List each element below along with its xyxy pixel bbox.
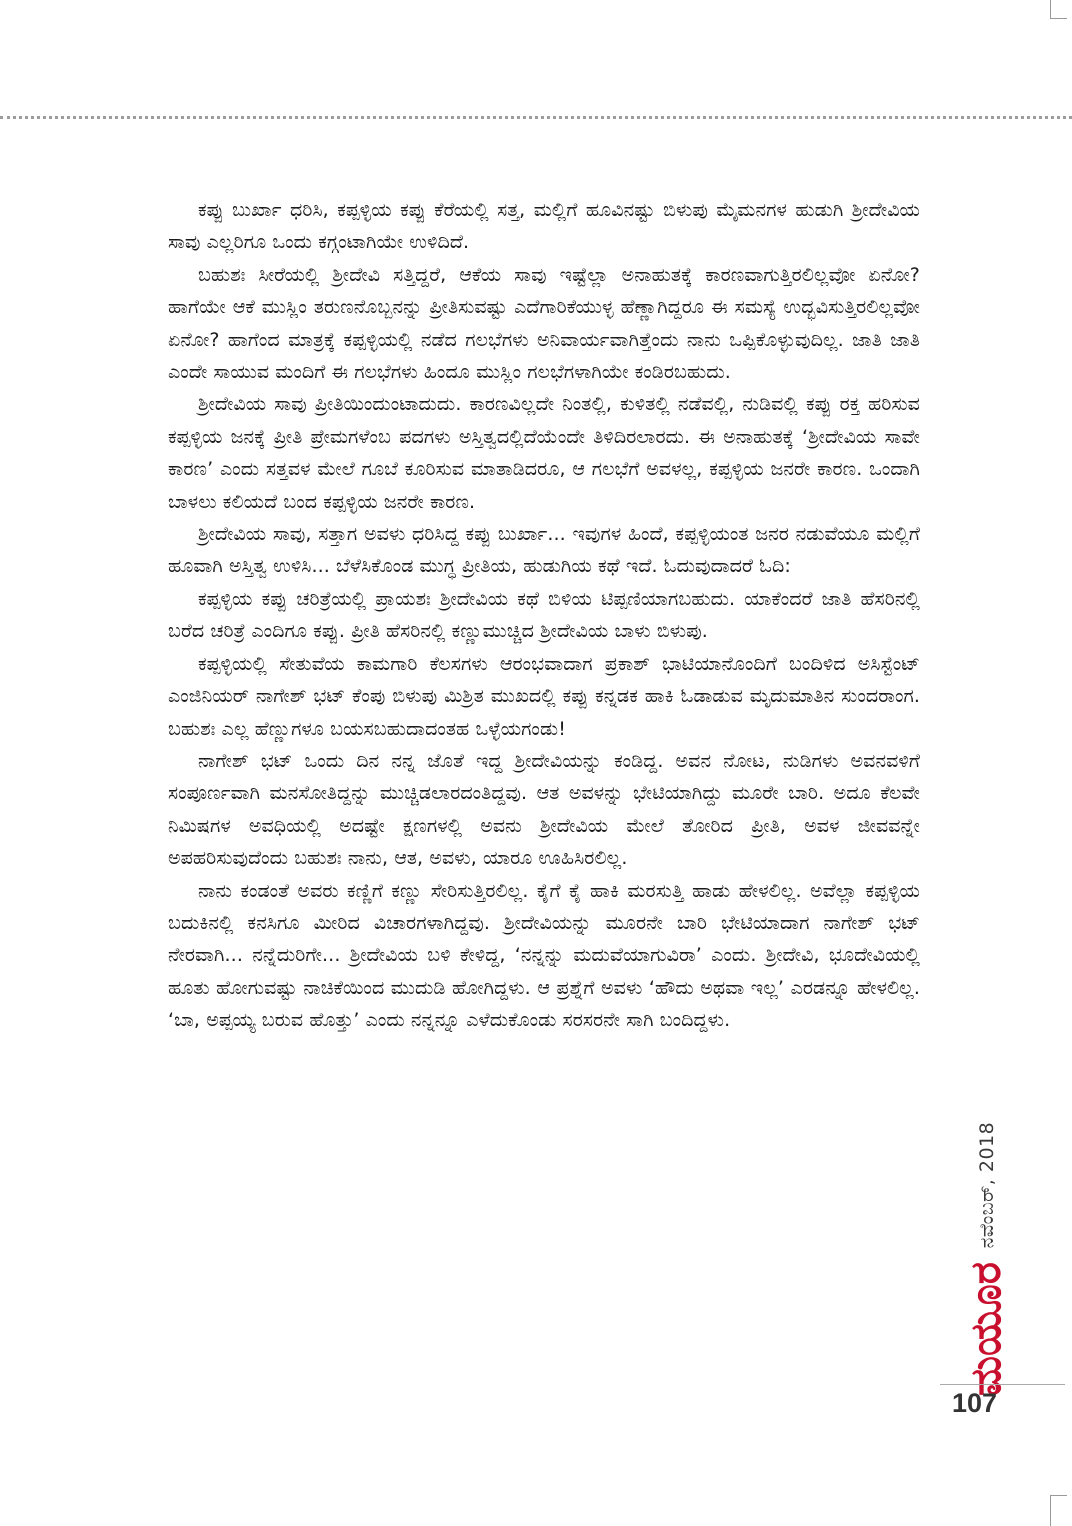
- magazine-logo-text: ಮಯೂರ: [961, 1262, 1010, 1396]
- paragraph-3: ಶ್ರೀದೇವಿಯ ಸಾವು ಪ್ರೀತಿಯಿಂದುಂಟಾದುದು. ಕಾರಣವಿಲ್ಲದೇ ನಿಂತಲ್ಲಿ, ಕುಳಿತಲ್ಲಿ ನಡೆವಲ್ಲಿ, ನುಡಿವಲ್ಲಿ ಕಪ್ಪು ರಕ್ತ ಹರಿಸುವ ಕಪ್ಪಳ್ಳಿಯ ಜನಕ್ಕೆ ಪ್ರೀತಿ ಪ್ರೇಮಗಳೆಂಬ ಪದಗಳು ಅಸ್ತಿತ್ವದಲ್ಲಿದೆಯೆಂದೇ ತಿಳಿದಿರಲಾರದು. ಈ ಅನಾಹುತಕ್ಕೆ ‘ಶ್ರೀದೇವಿಯ ಸಾವೇ ಕಾರಣ’ ಎಂದು ಸತ್ತವಳ ಮೇಲೆ ಗೂಬೆ ಕೂರಿಸುವ ಮಾತಾಡಿದರೂ, ಆ ಗಲಭೆಗೆ ಅವಳಲ್ಲ, ಕಪ್ಪಳ್ಳಿಯ ಜನರೇ ಕಾರಣ. ಒಂದಾಗಿ ಬಾಳಲು ಕಲಿಯದೆ ಬಂದ ಕಪ್ಪಳ್ಳಿಯ ಜನರೇ ಕಾರಣ.: [168, 393, 920, 513]
- article-body: [168, 194, 920, 1037]
- paragraph-2: ಬಹುಶಃ ಸೀರೆಯಲ್ಲಿ ಶ್ರೀದೇವಿ ಸತ್ತಿದ್ದರೆ, ಆಕೆಯ ಸಾವು ಇಷ್ಟೆಲ್ಲಾ ಅನಾಹುತಕ್ಕೆ ಕಾರಣವಾಗುತ್ತಿರಲಿಲ್ಲವೋ ಏನೋ? ಹಾಗೆಯೇ ಆಕೆ ಮುಸ್ಲಿಂ ತರುಣನೊಬ್ಬನನ್ನು ಪ್ರೀತಿಸುವಷ್ಟು ಎದೆಗಾರಿಕೆಯುಳ್ಳ ಹೆಣ್ಣಾಗಿದ್ದರೂ ಈ ಸಮಸ್ಯೆ ಉದ್ಭವಿಸುತ್ತಿರಲಿಲ್ಲವೋ ಏನೋ? ಹಾಗೆಂದ ಮಾತ್ರಕ್ಕೆ ಕಪ್ಪಳ್ಳಿಯಲ್ಲಿ ನಡೆದ ಗಲಭೆಗಳು ಅನಿವಾರ್ಯವಾಗಿತ್ತೆಂದು ನಾನು ಒಪ್ಪಿಕೊಳ್ಳುವುದಿಲ್ಲ. ಜಾತಿ ಜಾತಿ ಎಂದೇ ಸಾಯುವ ಮಂದಿಗೆ ಈ ಗಲಭೆಗಳು ಹಿಂದೂ ಮುಸ್ಲಿಂ ಗಲಭೆಗಳಾಗಿಯೇ ಕಂಡಿರಬಹುದು.: [168, 263, 920, 384]
- paragraph-7: ನಾಗೇಶ್ ಭಟ್ ಒಂದು ದಿನ ನನ್ನ ಜೊತೆ ಇದ್ದ ಶ್ರೀದೇವಿಯನ್ನು ಕಂಡಿದ್ದ. ಅವನ ನೋಟ, ನುಡಿಗಳು ಅವನವಳಿಗೆ ಸಂಪೂರ್ಣವಾಗಿ ಮನಸೋತಿದ್ದನ್ನು ಮುಚ್ಚಿಡಲಾರದಂತಿದ್ದವು. ಆತ ಅವಳನ್ನು ಭೇಟಿಯಾಗಿದ್ದು ಮೂರೇ ಬಾರಿ. ಅದೂ ಕೆಲವೇ ನಿಮಿಷಗಳ ಅವಧಿಯಲ್ಲಿ ಅದಷ್ಟೇ ಕ್ಷಣಗಳಲ್ಲಿ ಅವನು ಶ್ರೀದೇವಿಯ ಮೇಲೆ ತೋರಿದ ಪ್ರೀತಿ, ಅವಳ ಜೀವವನ್ನೇ ಅಪಹರಿಸುವುದೆಂದು ಬಹುಶಃ ನಾನು, ಆತ, ಅವಳು, ಯಾರೂ ಊಹಿಸಿರಲಿಲ್ಲ.: [168, 749, 920, 870]
- crop-mark-top: [1050, 0, 1067, 19]
- header-dotted-rule: [0, 116, 1072, 119]
- issue-date: [968, 1091, 1006, 1279]
- magazine-logo: [956, 1262, 1016, 1396]
- paragraph-1: ಕಪ್ಪು ಬುರ್ಖಾ ಧರಿಸಿ, ಕಪ್ಪಳ್ಳಿಯ ಕಪ್ಪು ಕೆರೆಯಲ್ಲಿ ಸತ್ತ, ಮಲ್ಲಿಗೆ ಹೂವಿನಷ್ಟು ಬಿಳುಪು ಮೈಮನಗಳ ಹುಡುಗಿ ಶ್ರೀದೇವಿಯ ಸಾವು ಎಲ್ಲರಿಗೂ ಒಂದು ಕಗ್ಗಂಟಾಗಿಯೇ ಉಳಿದಿದೆ.: [168, 199, 920, 254]
- issue-date-text: ನವೆಂಬರ್, 2018: [976, 1121, 998, 1249]
- paragraph-4: ಶ್ರೀದೇವಿಯ ಸಾವು, ಸತ್ತಾಗ ಅವಳು ಧರಿಸಿದ್ದ ಕಪ್ಪು ಬುರ್ಖಾ... ಇವುಗಳ ಹಿಂದೆ, ಕಪ್ಪಳ್ಳಿಯಂತ ಜನರ ನಡುವೆಯೂ ಮಲ್ಲಿಗೆ ಹೂವಾಗಿ ಅಸ್ತಿತ್ವ ಉಳಿಸಿ... ಬೆಳೆಸಿಕೊಂಡ ಮುಗ್ಧ ಪ್ರೀತಿಯ, ಹುಡುಗಿಯ ಕಥೆ ಇದೆ. ಓದುವುದಾದರೆ ಓದಿ:: [168, 523, 920, 578]
- paragraph-6: ಕಪ್ಪಳ್ಳಿಯಲ್ಲಿ ಸೇತುವೆಯ ಕಾಮಗಾರಿ ಕೆಲಸಗಳು ಆರಂಭವಾದಾಗ ಪ್ರಕಾಶ್ ಭಾಟಿಯಾನೊಂದಿಗೆ ಬಂದಿಳಿದ ಅಸಿಸ್ಟೆಂಟ್ ಎಂಜಿನಿಯರ್ ನಾಗೇಶ್ ಭಟ್ ಕೆಂಪು ಬಿಳುಪು ಮಿಶ್ರಿತ ಮುಖದಲ್ಲಿ ಕಪ್ಪು ಕನ್ನಡಕ ಹಾಕಿ ಓಡಾಡುವ ಮೃದುಮಾತಿನ ಸುಂದರಾಂಗ. ಬಹುಶಃ ಎಲ್ಲ ಹೆಣ್ಣುಗಳೂ ಬಯಸಬಹುದಾದಂತಹ ಒಳ್ಳೆಯಗಂಡು!: [168, 652, 920, 740]
- paragraph-5: ಕಪ್ಪಳ್ಳಿಯ ಕಪ್ಪು ಚರಿತ್ರೆಯಲ್ಲಿ ಪ್ರಾಯಶಃ ಶ್ರೀದೇವಿಯ ಕಥೆ ಬಿಳಿಯ ಟಿಪ್ಪಣಿಯಾಗಬಹುದು. ಯಾಕೆಂದರೆ ಜಾತಿ ಹೆಸರಿನಲ್ಲಿ ಬರೆದ ಚರಿತ್ರೆ ಎಂದಿಗೂ ಕಪ್ಪು. ಪ್ರೀತಿ ಹೆಸರಿನಲ್ಲಿ ಕಣ್ಣುಮುಚ್ಚಿದ ಶ್ರೀದೇವಿಯ ಬಾಳು ಬಿಳುಪು.: [168, 587, 920, 643]
- page-number: 107: [952, 1388, 998, 1418]
- page-number-rule: [940, 1384, 1065, 1385]
- crop-mark-bottom: [1050, 1495, 1067, 1526]
- paragraph-8: ನಾನು ಕಂಡಂತೆ ಅವರು ಕಣ್ಣಿಗೆ ಕಣ್ಣು ಸೇರಿಸುತ್ತಿರಲಿಲ್ಲ. ಕೈಗೆ ಕೈ ಹಾಕಿ ಮರಸುತ್ತಿ ಹಾಡು ಹೇಳಲಿಲ್ಲ. ಅವೆಲ್ಲಾ ಕಪ್ಪಳ್ಳಿಯ ಬದುಕಿನಲ್ಲಿ ಕನಸಿಗೂ ಮೀರಿದ ವಿಚಾರಗಳಾಗಿದ್ದವು. ಶ್ರೀದೇವಿಯನ್ನು ಮೂರನೇ ಬಾರಿ ಭೇಟಿಯಾದಾಗ ನಾಗೇಶ್ ಭಟ್ ನೇರವಾಗಿ... ನನ್ನೆದುರಿಗೇ... ಶ್ರೀದೇವಿಯ ಬಳಿ ಕೇಳಿದ್ದ, ‘ನನ್ನನ್ನು ಮದುವೆಯಾಗುವಿರಾ’ ಎಂದು. ಶ್ರೀದೇವಿ, ಭೂದೇವಿಯಲ್ಲಿ ಹೂತು ಹೋಗುವಷ್ಟು ನಾಚಿಕೆಯಿಂದ ಮುದುಡಿ ಹೋಗಿದ್ದಳು. ಆ ಪ್ರಶ್ನೆಗೆ ಅವಳು ‘ಹೌದು ಅಥವಾ ಇಲ್ಲ’ ಎರಡನ್ನೂ ಹೇಳಲಿಲ್ಲ. ‘ಬಾ, ಅಪ್ಪಯ್ಯ ಬರುವ ಹೊತ್ತು’ ಎಂದು ನನ್ನನ್ನೂ ಎಳೆದುಕೊಂಡು ಸರಸರನೇ ಸಾಗಿ ಬಂದಿದ್ದಳು.: [168, 879, 920, 1032]
